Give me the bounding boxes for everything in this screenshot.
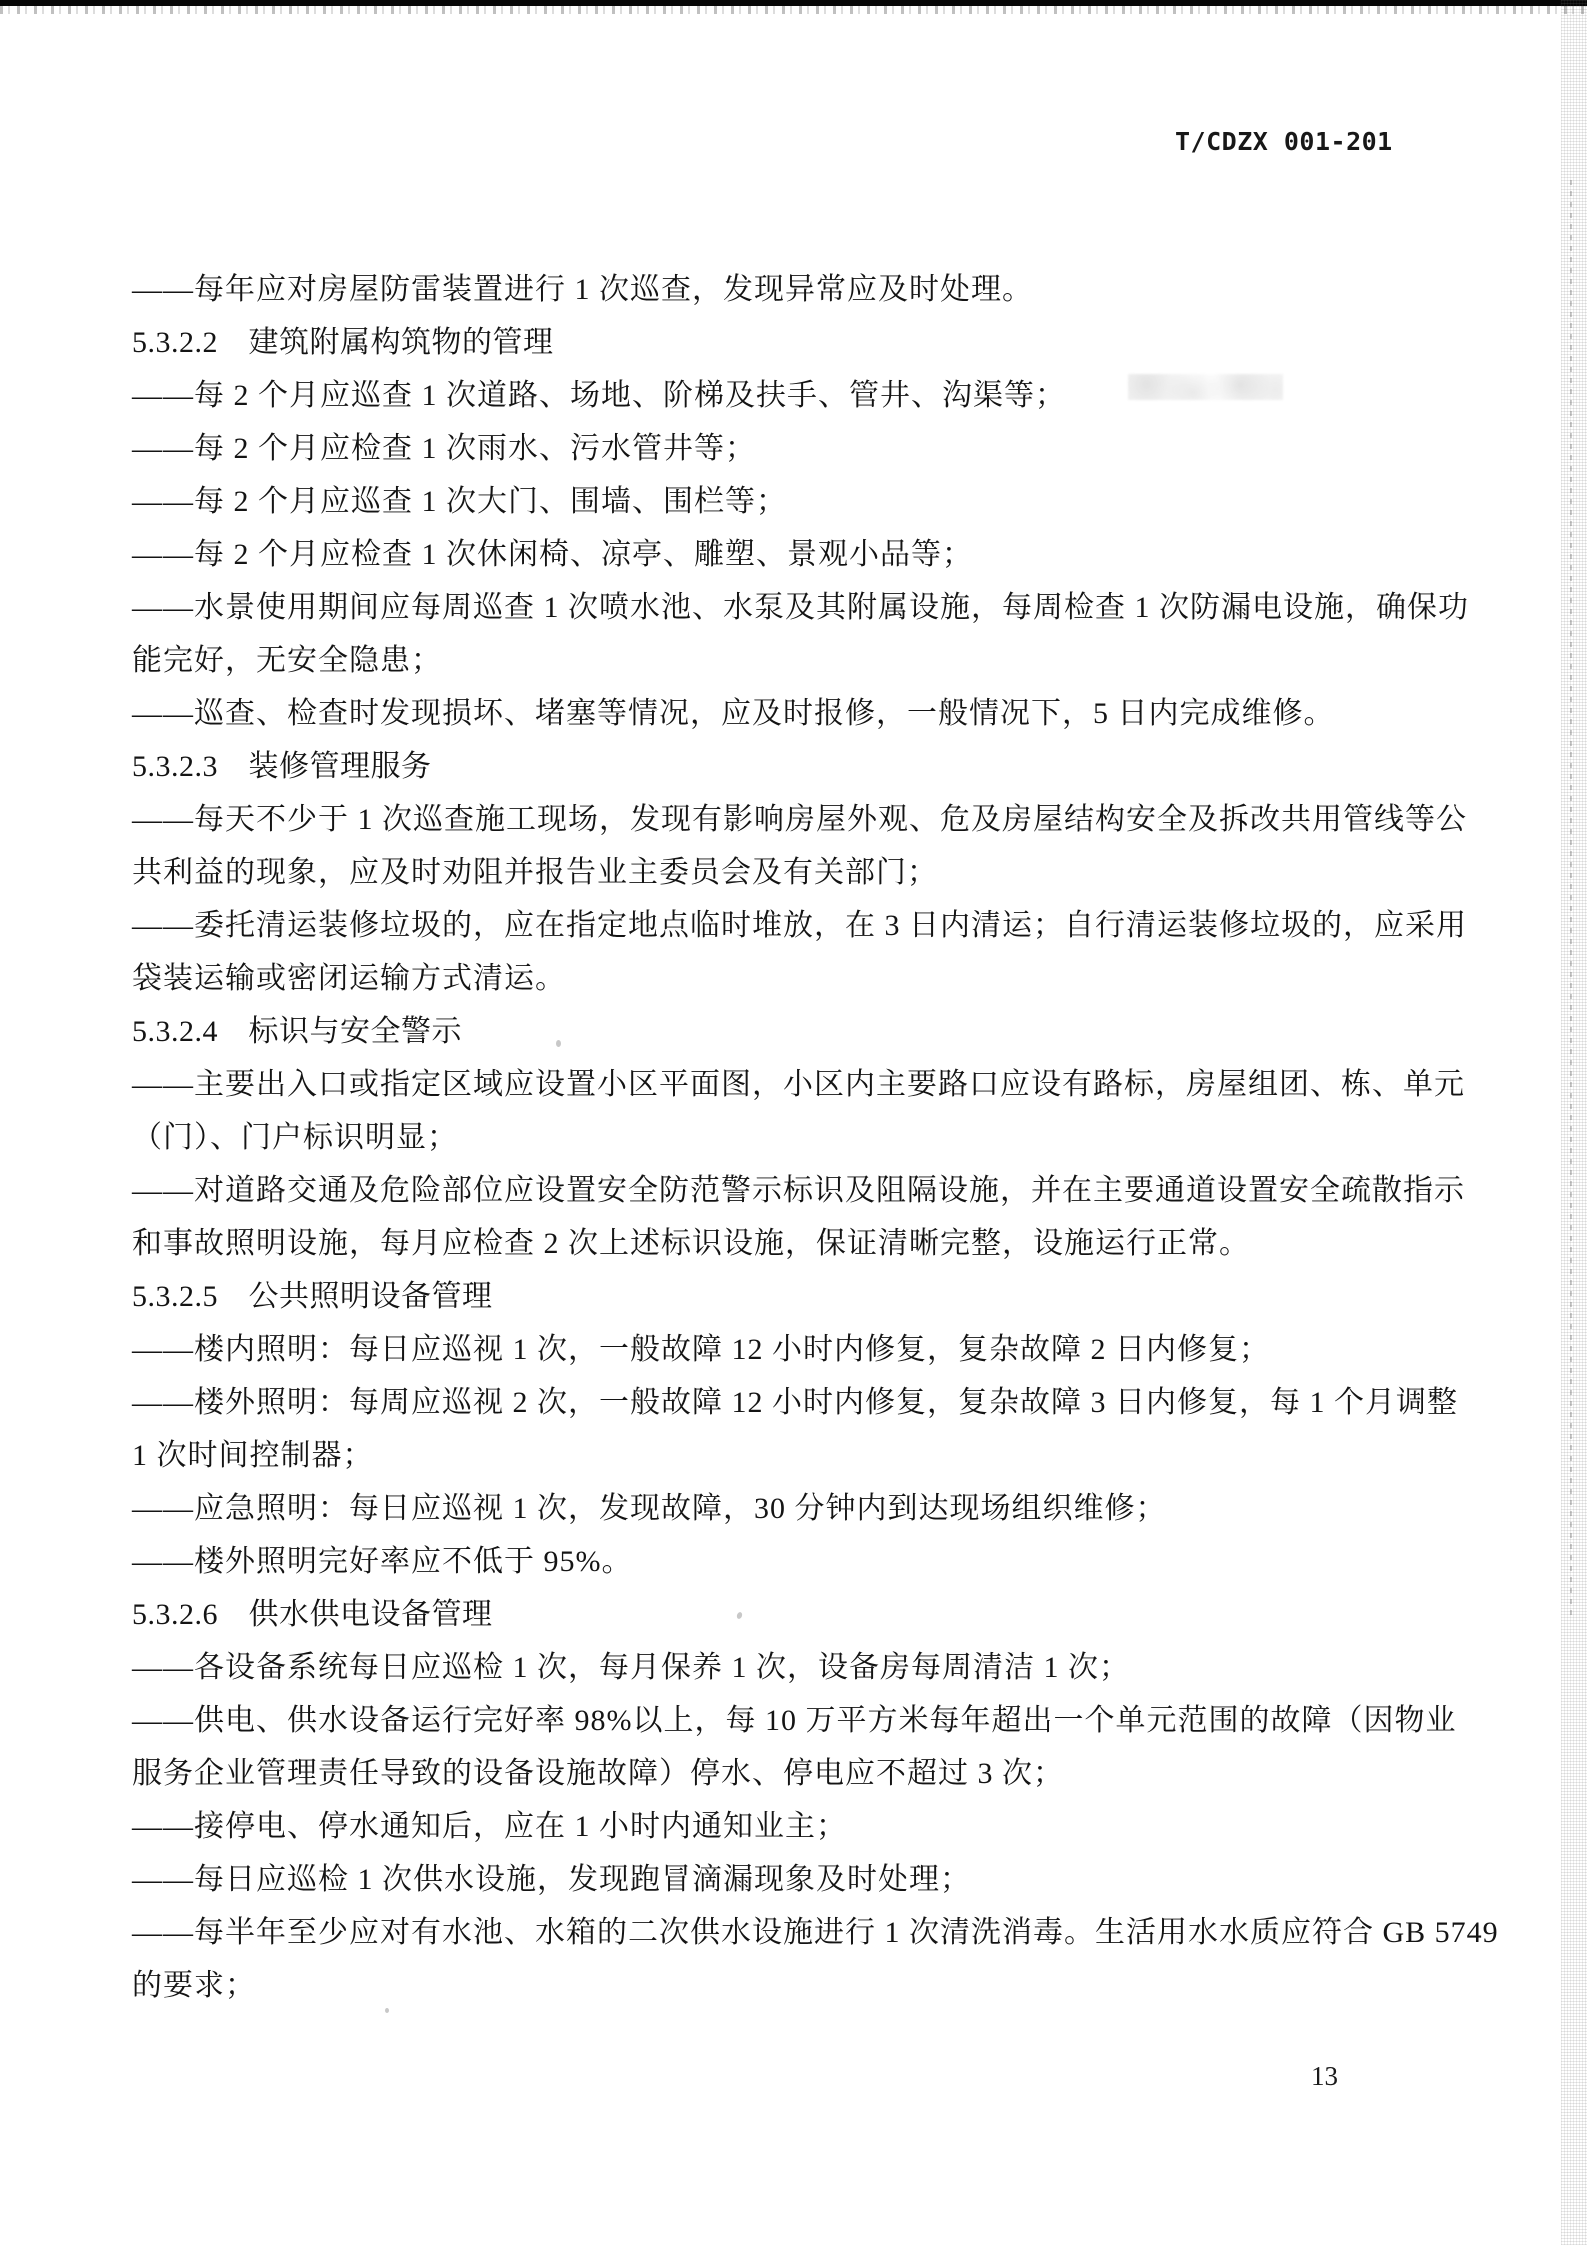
- page-number: 13: [1311, 2061, 1338, 2091]
- scan-noise-band-right: [1561, 0, 1587, 2245]
- text-line: 的要求；: [132, 1969, 256, 2002]
- text-line: ——接停电、停水通知后，应在 1 小时内通知业主；: [132, 1810, 847, 1843]
- section-heading: 5.3.2.4 标识与安全警示: [132, 1015, 462, 1048]
- text-line: ——每天不少于 1 次巡查施工现场，发现有影响房屋外观、危及房屋结构安全及拆改共用管线等公: [132, 803, 1467, 836]
- text-line: ——委托清运装修垃圾的，应在指定地点临时堆放，在 3 日内清运；自行清运装修垃圾的，应采用: [132, 909, 1467, 942]
- text-line: ——每 2 个月应巡查 1 次道路、场地、阶梯及扶手、管井、沟渠等；: [132, 379, 1066, 412]
- text-line: ——水景使用期间应每周巡查 1 次喷水池、水泵及其附属设施，每周检查 1 次防漏电设施，确保功: [132, 591, 1469, 624]
- standard-number-header: T/CDZX 001-201: [1175, 127, 1393, 156]
- text-line: ——每 2 个月应检查 1 次休闲椅、凉亭、雕塑、景观小品等；: [132, 538, 973, 571]
- scan-dashed-line-artifact: [1570, 175, 1572, 1615]
- text-line: ——每半年至少应对有水池、水箱的二次供水设施进行 1 次清洗消毒。生活用水水质应符合 GB 5749: [132, 1916, 1499, 1949]
- text-line: 能完好，无安全隐患；: [132, 644, 442, 677]
- section-heading: 5.3.2.5 公共照明设备管理: [132, 1280, 493, 1313]
- text-line: ——应急照明：每日应巡视 1 次，发现故障，30 分钟内到达现场组织维修；: [132, 1492, 1167, 1525]
- text-line: ——供电、供水设备运行完好率 98%以上，每 10 万平方米每年超出一个单元范围的故障（因物业: [132, 1704, 1457, 1737]
- text-line: 共利益的现象，应及时劝阻并报告业主委员会及有关部门；: [132, 856, 938, 889]
- section-heading: 5.3.2.6 供水供电设备管理: [132, 1598, 493, 1631]
- section-heading: 5.3.2.3 装修管理服务: [132, 750, 432, 783]
- text-line: ——对道路交通及危险部位应设置安全防范警示标识及阻隔设施，并在主要通道设置安全疏散指示: [132, 1174, 1465, 1207]
- document-body: [132, 263, 1499, 2012]
- scan-edge-noise-top: [0, 6, 1587, 14]
- text-line: ——巡查、检查时发现损坏、堵塞等情况，应及时报修，一般情况下，5 日内完成维修。: [132, 697, 1335, 730]
- text-line: ——楼外照明：每周应巡视 2 次，一般故障 12 小时内修复，复杂故障 3 日内修复，每 1 个月调整: [132, 1386, 1458, 1419]
- text-line: ——每 2 个月应检查 1 次雨水、污水管井等；: [132, 432, 756, 465]
- text-line: 1 次时间控制器；: [132, 1439, 374, 1472]
- text-line: ——楼内照明：每日应巡视 1 次，一般故障 12 小时内修复，复杂故障 2 日内修复；: [132, 1333, 1270, 1366]
- section-heading: 5.3.2.2 建筑附属构筑物的管理: [132, 326, 554, 359]
- text-line: ——每 2 个月应巡查 1 次大门、围墙、围栏等；: [132, 485, 787, 518]
- text-line: 袋装运输或密闭运输方式清运。: [132, 962, 566, 995]
- text-line: 和事故照明设施，每月应检查 2 次上述标识设施，保证清晰完整，设施运行正常。: [132, 1227, 1250, 1260]
- text-line: ——主要出入口或指定区域应设置小区平面图，小区内主要路口应设有路标，房屋组团、栋、单元: [132, 1068, 1465, 1101]
- text-line: ——楼外照明完好率应不低于 95%。: [132, 1545, 633, 1578]
- text-line: ——每年应对房屋防雷装置进行 1 次巡查，发现异常应及时处理。: [132, 273, 1033, 306]
- text-line: ——每日应巡检 1 次供水设施，发现跑冒滴漏现象及时处理；: [132, 1863, 971, 1896]
- text-line: 服务企业管理责任导致的设备设施故障）停水、停电应不超过 3 次；: [132, 1757, 1064, 1790]
- text-line: （门）、门户标识明显；: [132, 1121, 458, 1154]
- text-line: ——各设备系统每日应巡检 1 次，每月保养 1 次，设备房每周清洁 1 次；: [132, 1651, 1130, 1684]
